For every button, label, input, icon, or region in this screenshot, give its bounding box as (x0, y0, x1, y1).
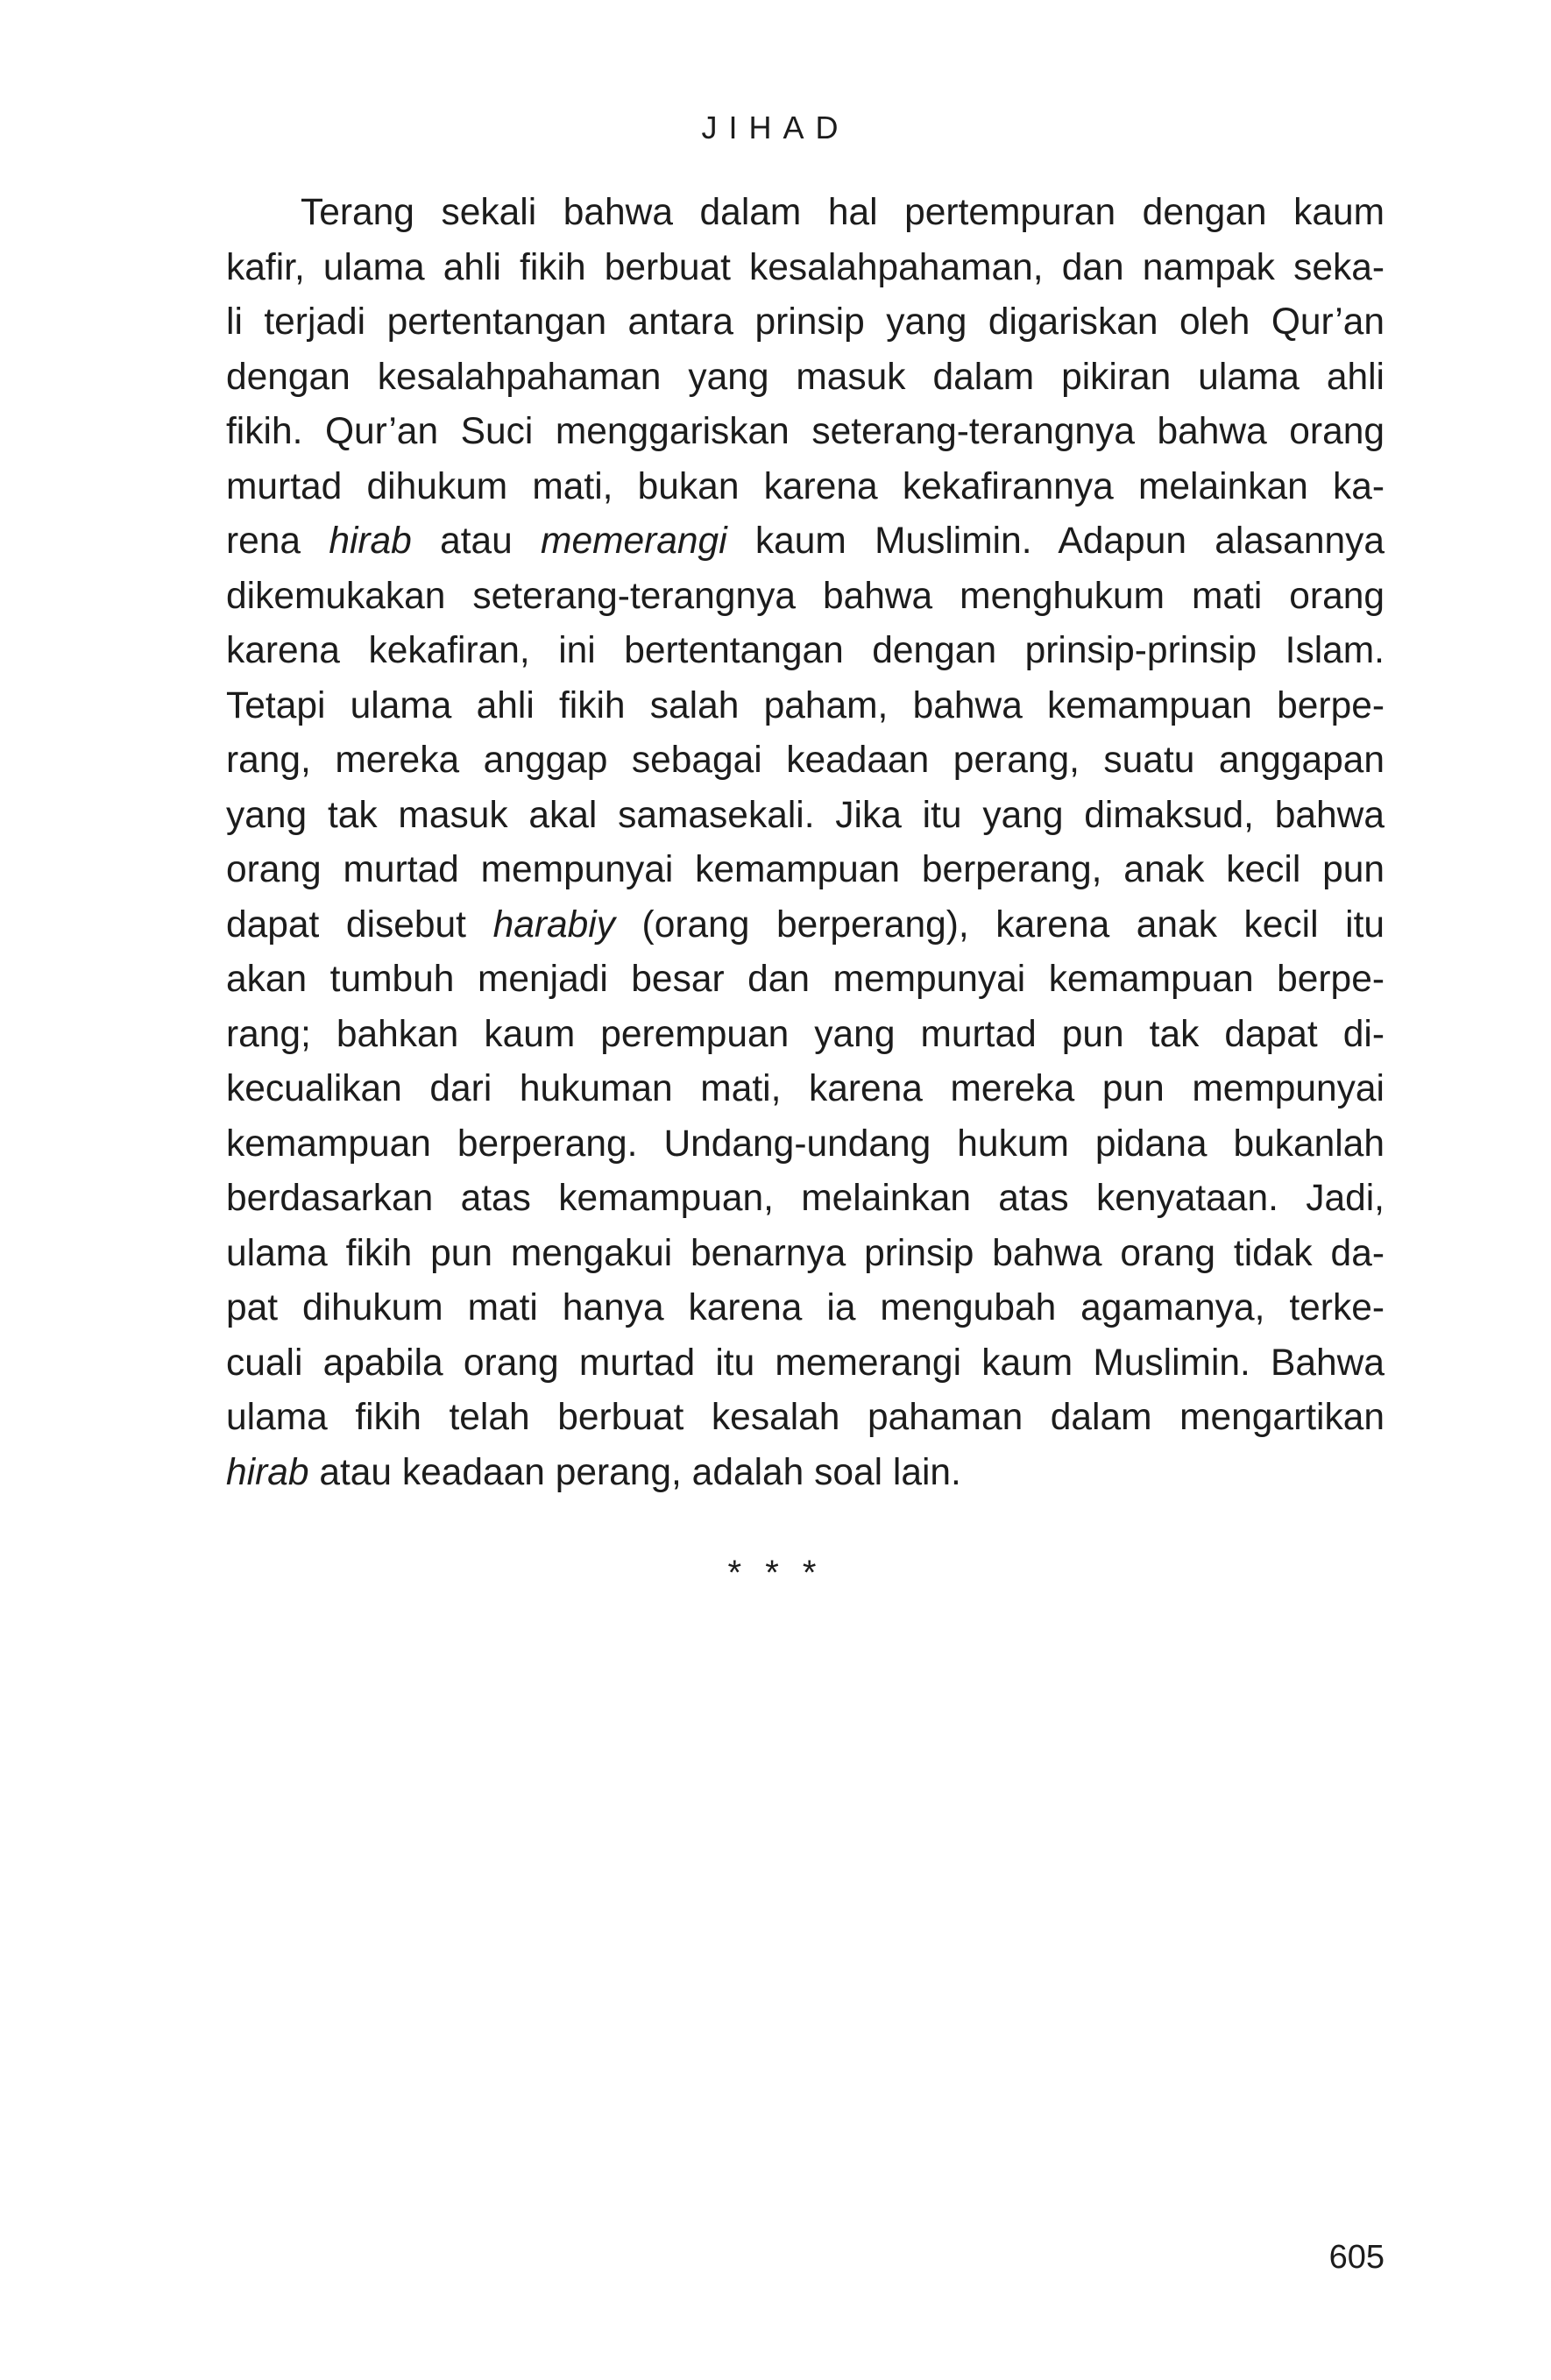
text-run: Tetapi ulama ahli fikih salah paham, bahwa kemampuan berpe- (226, 684, 1385, 726)
running-head-title: JIHAD (701, 110, 850, 145)
text-run: atau (411, 521, 542, 562)
text-run: murtad dihukum mati, bukan karena kekafirannya melainkan ka- (226, 465, 1385, 507)
paragraph-line (226, 1227, 1385, 1282)
text-run: dikemukakan seterang-terangnya bahwa menghukum mati orang (226, 575, 1385, 617)
text-run: kafir, ulama ahli fikih berbuat kesalahpahaman, dan nampak seka- (226, 246, 1385, 288)
text-run: cuali apabila orang murtad itu memerangi kaum Muslimin. Bahwa (226, 1342, 1385, 1384)
paragraph-line (226, 1172, 1385, 1227)
text-run: akan tumbuh menjadi besar dan mempunyai kemampuan berpe- (226, 959, 1385, 1000)
paragraph-line (226, 405, 1385, 460)
paragraph-line (226, 843, 1385, 898)
paragraph-line (226, 679, 1385, 734)
text-run: fikih. Qur’an Suci menggariskan seterang-terangnya bahwa orang (226, 411, 1385, 452)
text-run: dapat disebut (226, 903, 493, 946)
paragraph-line (226, 1391, 1385, 1446)
body-paragraph (226, 186, 1385, 1500)
paragraph-line (226, 1008, 1385, 1063)
paragraph-line (226, 460, 1385, 515)
paragraph-line (226, 514, 1385, 570)
text-run: kemampuan berperang. Undang-undang hukum pidana bukanlah (226, 1123, 1385, 1165)
paragraph-line (226, 733, 1385, 789)
text-run: (orang berperang), karena anak kecil itu (614, 903, 1385, 946)
text-run: kecualikan dari hukuman mati, karena mereka pun mempunyai (226, 1068, 1385, 1109)
paragraph-line (226, 351, 1385, 406)
paragraph-line (226, 186, 1385, 241)
text-run: rang; bahkan kaum perempuan yang murtad pun tak dapat di- (226, 1013, 1385, 1055)
paragraph-line (226, 1336, 1385, 1392)
text-run: berdasarkan atas kemampuan, melainkan atas kenyataan. Jadi, (226, 1178, 1385, 1219)
text-run: orang murtad mempunyai kemampuan berperang, anak kecil pun (226, 849, 1385, 890)
paragraph-line (226, 570, 1385, 625)
paragraph-line (226, 898, 1385, 953)
text-run: karena kekafiran, ini bertentangan dengan prinsip-prinsip Islam. (226, 630, 1385, 671)
paragraph-line (226, 241, 1385, 296)
text-run: kaum Muslimin. Adapun alasannya (726, 521, 1385, 562)
paragraph-line (226, 789, 1385, 844)
italic-term: hirab (226, 1451, 309, 1493)
text-run: li terjadi pertentangan antara prinsip yang digariskan oleh Qur’an (226, 301, 1385, 343)
text-run: dengan kesalahpahaman yang masuk dalam pikiran ulama ahli (226, 356, 1385, 398)
italic-term: harabiy (492, 903, 615, 946)
text-run: Terang sekali bahwa dalam hal pertempuran dengan kaum (301, 192, 1385, 233)
page-number: 605 (1328, 2239, 1385, 2276)
text-run: rang, mereka anggap sebagai keadaan perang, suatu anggapan (226, 740, 1385, 781)
italic-term: hirab (329, 521, 412, 562)
section-break: * * * (727, 1554, 824, 1592)
paragraph-line (226, 624, 1385, 679)
text-run: rena (226, 521, 329, 562)
paragraph-line (226, 1117, 1385, 1172)
paragraph-line (226, 953, 1385, 1008)
text-run: ulama fikih telah berbuat kesalah pahaman dalam mengartikan (226, 1397, 1385, 1438)
paragraph-line (226, 1446, 1385, 1501)
paragraph-line (226, 295, 1385, 351)
paragraph-line (226, 1281, 1385, 1336)
paragraph-line (226, 1062, 1385, 1117)
text-run: ulama fikih pun mengakui benarnya prinsip bahwa orang tidak da- (226, 1232, 1385, 1274)
text-run: atau keadaan perang, adalah soal lain. (308, 1451, 961, 1493)
text-run: pat dihukum mati hanya karena ia mengubah agamanya, terke- (226, 1287, 1385, 1328)
italic-term: memerangi (541, 521, 727, 562)
text-run: yang tak masuk akal samasekali. Jika itu yang dimaksud, bahwa (226, 794, 1385, 836)
